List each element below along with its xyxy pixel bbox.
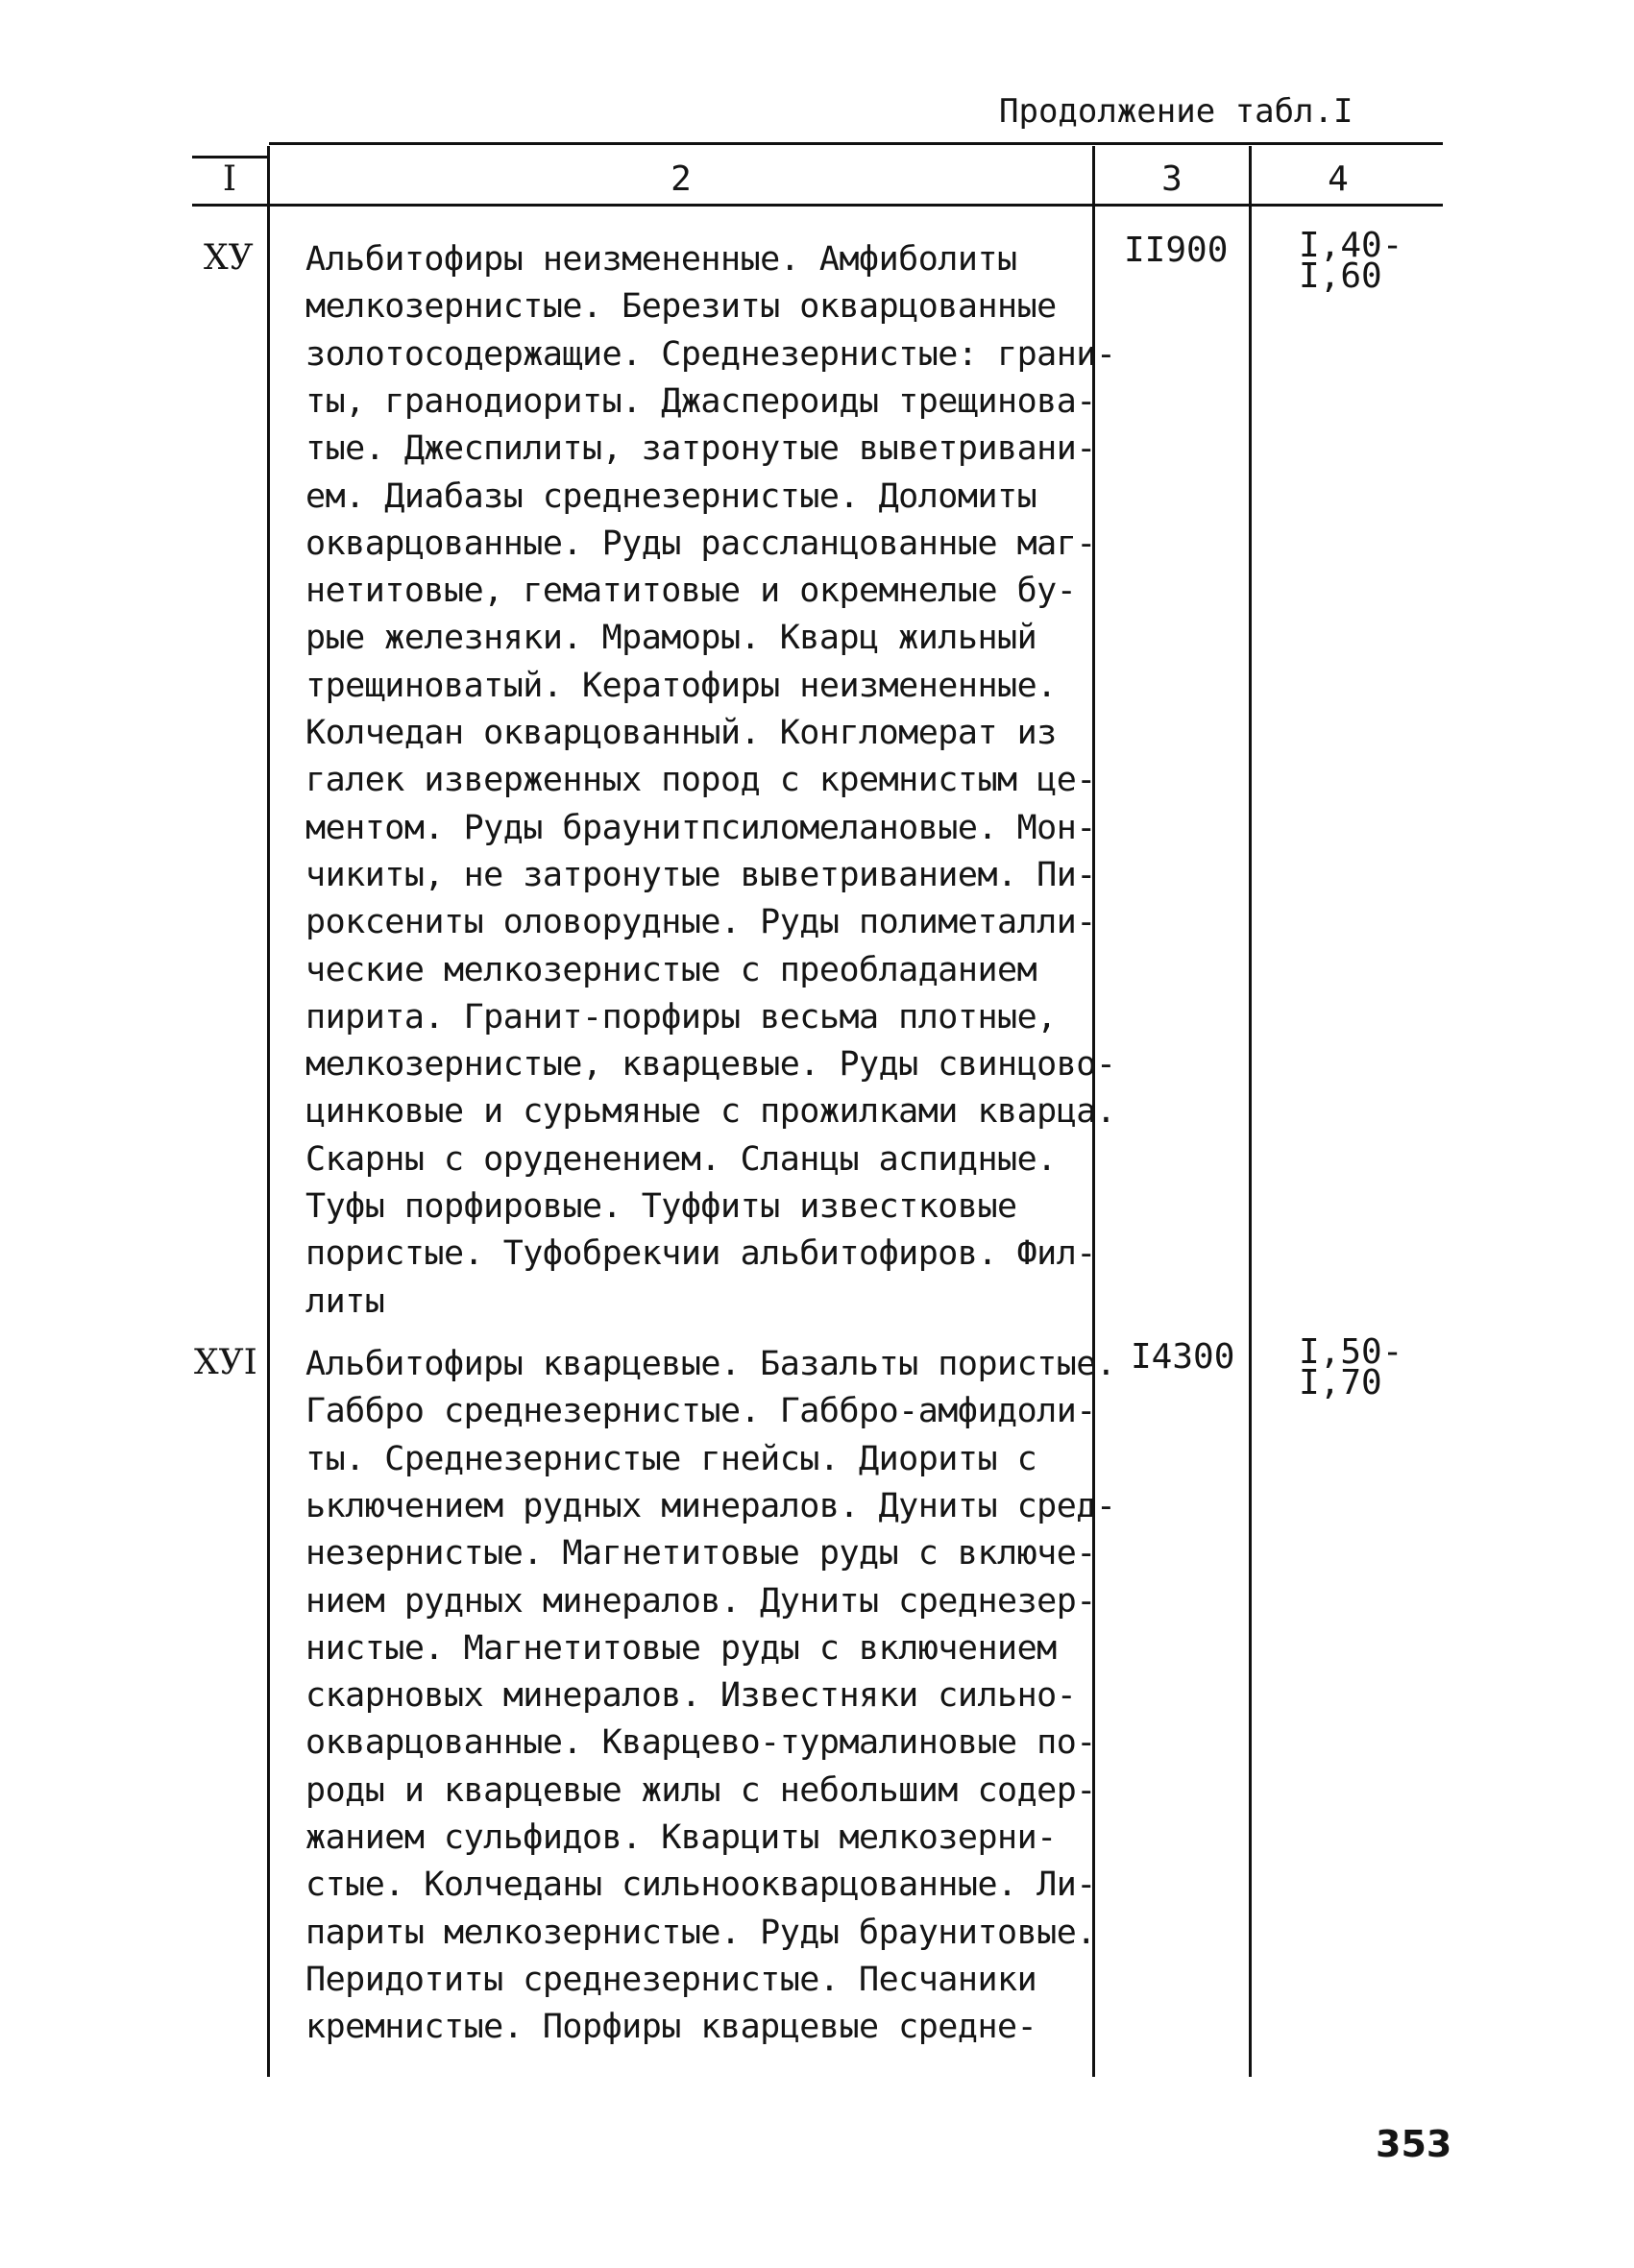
description-line: Колчедан окварцованный. Конгломерат из	[305, 714, 1057, 752]
row-value: II900	[1124, 231, 1229, 270]
row-number: ХУ	[204, 238, 254, 278]
column-divider-1	[267, 146, 270, 2077]
description-line: Туфы порфировые. Туффиты известковые	[305, 1187, 1017, 1226]
column-header-1: I	[222, 159, 237, 199]
description-line: жанием сульфидов. Кварциты мелкозерни-	[305, 1818, 1057, 1857]
column-header-4: 4	[1328, 159, 1349, 199]
row-number: ХУI	[194, 1343, 257, 1382]
row-coefficient-top: I,50-	[1299, 1332, 1403, 1372]
description-line: ьключением рудных минералов. Дуниты сред-	[305, 1486, 1116, 1525]
description-line: окварцованные. Кварцево-турмалиновые по-	[305, 1723, 1096, 1763]
table-continuation-caption: Продолжение табл.I	[999, 92, 1354, 131]
description-line: литы	[305, 1281, 385, 1321]
description-line: галек изверженных пород с кремнистым це-	[305, 761, 1096, 800]
description-line: Габбро среднезернистые. Габбро-амфидоли-	[305, 1392, 1096, 1431]
description-line: пористые. Туфобрекчии альбитофиров. Фил-	[305, 1234, 1096, 1274]
description-line: Альбитофиры кварцевые. Базальты пористые.	[305, 1345, 1116, 1383]
column-header-3: 3	[1161, 159, 1183, 199]
description-line: незернистые. Магнетитовые руды с включе-	[305, 1534, 1096, 1573]
description-line: чикиты, не затронутые выветриванием. Пи-	[305, 855, 1096, 894]
description-line: ты. Среднезернистые гнейсы. Диориты с	[305, 1439, 1037, 1478]
row-coefficient-top: I,40-	[1299, 226, 1403, 265]
description-line: ментом. Руды браунитпсиломелановые. Мон-	[305, 808, 1096, 847]
row-coefficient-bottom: I,60	[1299, 256, 1382, 296]
description-line: мелкозернистые, кварцевые. Руды свинцово-	[305, 1045, 1116, 1085]
description-line: роды и кварцевые жилы с небольшим содер-	[305, 1770, 1096, 1810]
row-value: I4300	[1131, 1337, 1235, 1377]
description-line: пирита. Гранит-порфиры весьма плотные,	[305, 997, 1057, 1036]
description-line: ческие мелкозернистые с преобладанием	[305, 950, 1037, 989]
description-line: париты мелкозернистые. Руды браунитовые.	[305, 1913, 1096, 1952]
description-line: мелкозернистые. Березиты окварцованные	[305, 287, 1057, 327]
table-top-rule	[269, 142, 1443, 145]
description-line: Альбитофиры неизмененные. Амфиболиты	[305, 240, 1017, 279]
table-header-rule	[192, 204, 1443, 207]
description-line: Перидотиты среднезернистые. Песчаники	[305, 1960, 1037, 1999]
description-line: рые железняки. Мраморы. Кварц жильный	[305, 619, 1037, 658]
description-line: цинковые и сурьмяные с прожилками кварца.	[305, 1092, 1116, 1132]
column-header-2: 2	[671, 159, 692, 199]
description-line: кремнистые. Порфиры кварцевые средне-	[305, 2008, 1037, 2047]
description-line: роксениты оловорудные. Руды полиметалли-	[305, 903, 1096, 942]
description-line: скарновых минералов. Известняки сильно-	[305, 1676, 1077, 1716]
description-line: ем. Диабазы среднезернистые. Доломиты	[305, 476, 1037, 516]
description-line: нетитовые, гематитовые и окремнелые бу-	[305, 572, 1077, 611]
description-line: нием рудных минералов. Дуниты среднезер-	[305, 1581, 1096, 1621]
description-line: стые. Колчеданы сильноокварцованные. Ли-	[305, 1866, 1096, 1905]
row-coefficient-bottom: I,70	[1299, 1363, 1382, 1402]
description-line: трещиноватый. Кератофиры неизмененные.	[305, 666, 1057, 705]
description-line: Скарны с оруденением. Сланцы аспидные.	[305, 1139, 1057, 1179]
description-line: нистые. Магнетитовые руды с включением	[305, 1628, 1057, 1668]
column-divider-3	[1249, 146, 1252, 2077]
description-line: тые. Джеспилиты, затронутые выветривани-	[305, 429, 1096, 469]
description-line: ты, гранодиориты. Джаспероиды трещинова-	[305, 381, 1096, 421]
description-line: золотосодержащие. Среднезернистые: грани-	[305, 334, 1116, 374]
description-line: окварцованные. Руды рассланцованные маг-	[305, 524, 1096, 563]
page-number: 353	[1376, 2123, 1452, 2165]
table-top-rule-left	[192, 156, 269, 159]
